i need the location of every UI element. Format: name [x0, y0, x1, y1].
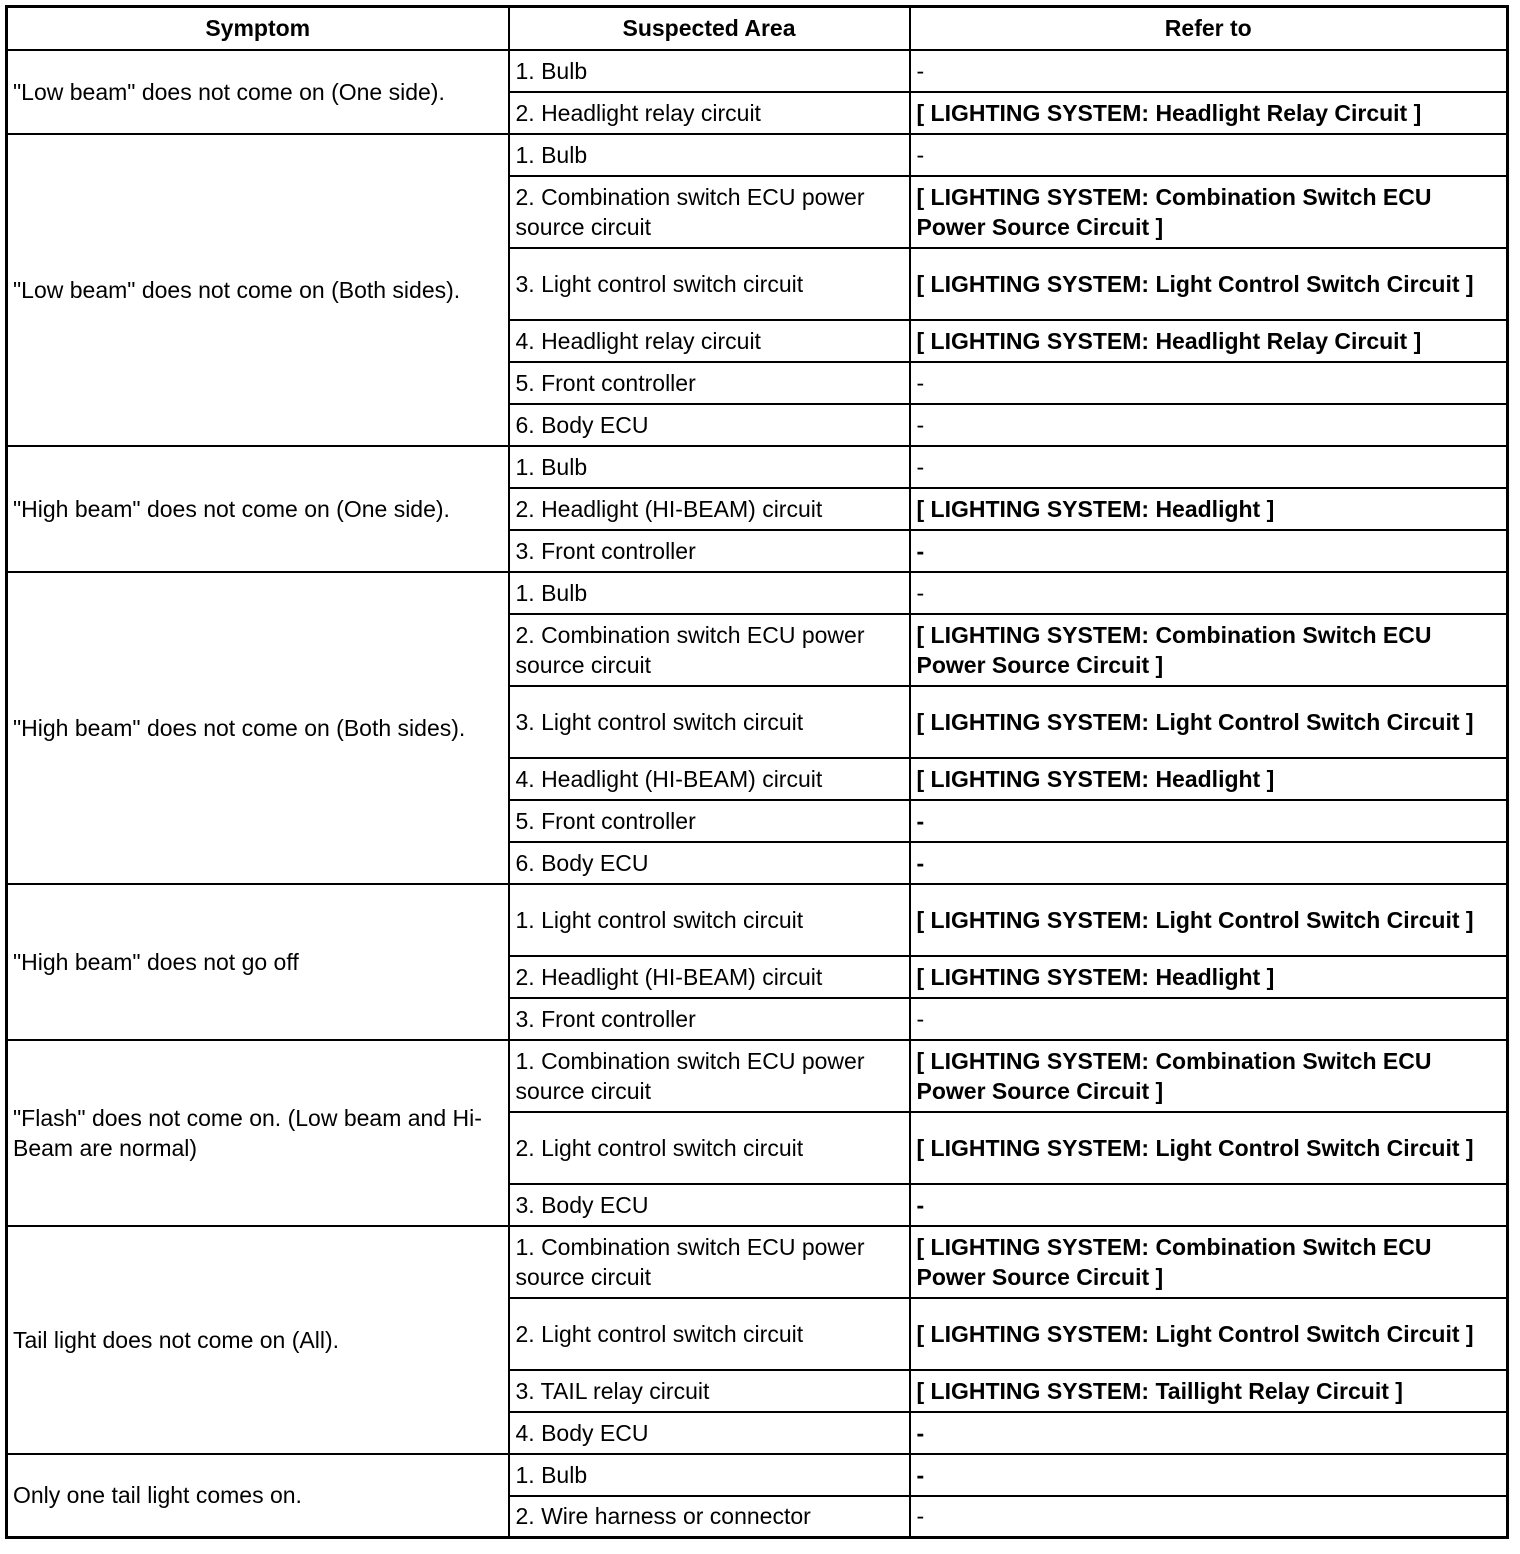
suspected-area-cell: 6. Body ECU	[509, 404, 910, 446]
suspected-area-cell: 4. Headlight (HI-BEAM) circuit	[509, 758, 910, 800]
refer-to-cell: [ LIGHTING SYSTEM: Taillight Relay Circuit ]	[910, 1370, 1508, 1412]
refer-to-cell: [ LIGHTING SYSTEM: Light Control Switch Circuit ]	[910, 1112, 1508, 1184]
suspected-area-cell: 5. Front controller	[509, 362, 910, 404]
suspected-area-cell: 2. Combination switch ECU power source circuit	[509, 176, 910, 248]
symptom-cell: "High beam" does not come on (One side).	[7, 446, 509, 572]
suspected-area-cell: 4. Body ECU	[509, 1412, 910, 1454]
refer-to-cell: -	[910, 134, 1508, 176]
header-suspected-area: Suspected Area	[509, 7, 910, 50]
table-row	[7, 1040, 1508, 1112]
refer-to-cell: -	[910, 998, 1508, 1040]
suspected-area-cell: 3. Light control switch circuit	[509, 248, 910, 320]
symptom-cell: "Low beam" does not come on (One side).	[7, 50, 509, 134]
symptom-cell: Tail light does not come on (All).	[7, 1226, 509, 1454]
table-row	[7, 572, 1508, 614]
suspected-area-cell: 1. Bulb	[509, 134, 910, 176]
troubleshooting-table	[5, 5, 1509, 1539]
suspected-area-cell: 3. TAIL relay circuit	[509, 1370, 910, 1412]
suspected-area-cell: 1. Bulb	[509, 572, 910, 614]
table-row	[7, 884, 1508, 956]
suspected-area-cell: 2. Headlight (HI-BEAM) circuit	[509, 956, 910, 998]
refer-to-cell: -	[910, 1412, 1508, 1454]
suspected-area-cell: 2. Headlight relay circuit	[509, 92, 910, 134]
table-row	[7, 50, 1508, 92]
refer-to-cell: [ LIGHTING SYSTEM: Light Control Switch Circuit ]	[910, 686, 1508, 758]
suspected-area-cell: 2. Headlight (HI-BEAM) circuit	[509, 488, 910, 530]
suspected-area-cell: 2. Light control switch circuit	[509, 1298, 910, 1370]
suspected-area-cell: 2. Light control switch circuit	[509, 1112, 910, 1184]
refer-to-cell: -	[910, 1454, 1508, 1496]
refer-to-cell: -	[910, 842, 1508, 884]
refer-to-cell: [ LIGHTING SYSTEM: Combination Switch ECU Power Source Circuit ]	[910, 1226, 1508, 1298]
refer-to-cell: -	[910, 1184, 1508, 1226]
refer-to-cell: [ LIGHTING SYSTEM: Light Control Switch Circuit ]	[910, 1298, 1508, 1370]
refer-to-cell: [ LIGHTING SYSTEM: Light Control Switch Circuit ]	[910, 248, 1508, 320]
suspected-area-cell: 6. Body ECU	[509, 842, 910, 884]
refer-to-cell: [ LIGHTING SYSTEM: Combination Switch ECU Power Source Circuit ]	[910, 176, 1508, 248]
symptom-cell: "High beam" does not go off	[7, 884, 509, 1040]
table-row	[7, 134, 1508, 176]
table-row	[7, 1454, 1508, 1496]
document-page	[5, 5, 1509, 1539]
suspected-area-cell: 3. Front controller	[509, 530, 910, 572]
suspected-area-cell: 2. Wire harness or connector	[509, 1496, 910, 1538]
suspected-area-cell: 1. Bulb	[509, 50, 910, 92]
suspected-area-cell: 4. Headlight relay circuit	[509, 320, 910, 362]
refer-to-cell: -	[910, 1496, 1508, 1538]
symptom-cell: "Flash" does not come on. (Low beam and Hi-Beam are normal)	[7, 1040, 509, 1226]
refer-to-cell: -	[910, 572, 1508, 614]
suspected-area-cell: 3. Light control switch circuit	[509, 686, 910, 758]
refer-to-cell: -	[910, 50, 1508, 92]
suspected-area-cell: 1. Bulb	[509, 446, 910, 488]
suspected-area-cell: 3. Front controller	[509, 998, 910, 1040]
suspected-area-cell: 1. Bulb	[509, 1454, 910, 1496]
refer-to-cell: -	[910, 530, 1508, 572]
refer-to-cell: [ LIGHTING SYSTEM: Headlight ]	[910, 758, 1508, 800]
header-symptom: Symptom	[7, 7, 509, 50]
table-header-row	[7, 7, 1508, 50]
table-row	[7, 446, 1508, 488]
symptom-cell: Only one tail light comes on.	[7, 1454, 509, 1538]
refer-to-cell: -	[910, 800, 1508, 842]
refer-to-cell: [ LIGHTING SYSTEM: Headlight ]	[910, 488, 1508, 530]
table-body	[7, 50, 1508, 1538]
refer-to-cell: [ LIGHTING SYSTEM: Light Control Switch Circuit ]	[910, 884, 1508, 956]
suspected-area-cell: 3. Body ECU	[509, 1184, 910, 1226]
refer-to-cell: -	[910, 362, 1508, 404]
refer-to-cell: [ LIGHTING SYSTEM: Combination Switch ECU Power Source Circuit ]	[910, 1040, 1508, 1112]
refer-to-cell: -	[910, 404, 1508, 446]
refer-to-cell: -	[910, 446, 1508, 488]
header-refer-to: Refer to	[910, 7, 1508, 50]
suspected-area-cell: 2. Combination switch ECU power source circuit	[509, 614, 910, 686]
symptom-cell: "High beam" does not come on (Both sides).	[7, 572, 509, 884]
suspected-area-cell: 1. Light control switch circuit	[509, 884, 910, 956]
refer-to-cell: [ LIGHTING SYSTEM: Headlight Relay Circuit ]	[910, 320, 1508, 362]
symptom-cell: "Low beam" does not come on (Both sides).	[7, 134, 509, 446]
suspected-area-cell: 1. Combination switch ECU power source circuit	[509, 1040, 910, 1112]
refer-to-cell: [ LIGHTING SYSTEM: Headlight Relay Circuit ]	[910, 92, 1508, 134]
suspected-area-cell: 5. Front controller	[509, 800, 910, 842]
table-row	[7, 1226, 1508, 1298]
refer-to-cell: [ LIGHTING SYSTEM: Combination Switch ECU Power Source Circuit ]	[910, 614, 1508, 686]
suspected-area-cell: 1. Combination switch ECU power source circuit	[509, 1226, 910, 1298]
refer-to-cell: [ LIGHTING SYSTEM: Headlight ]	[910, 956, 1508, 998]
